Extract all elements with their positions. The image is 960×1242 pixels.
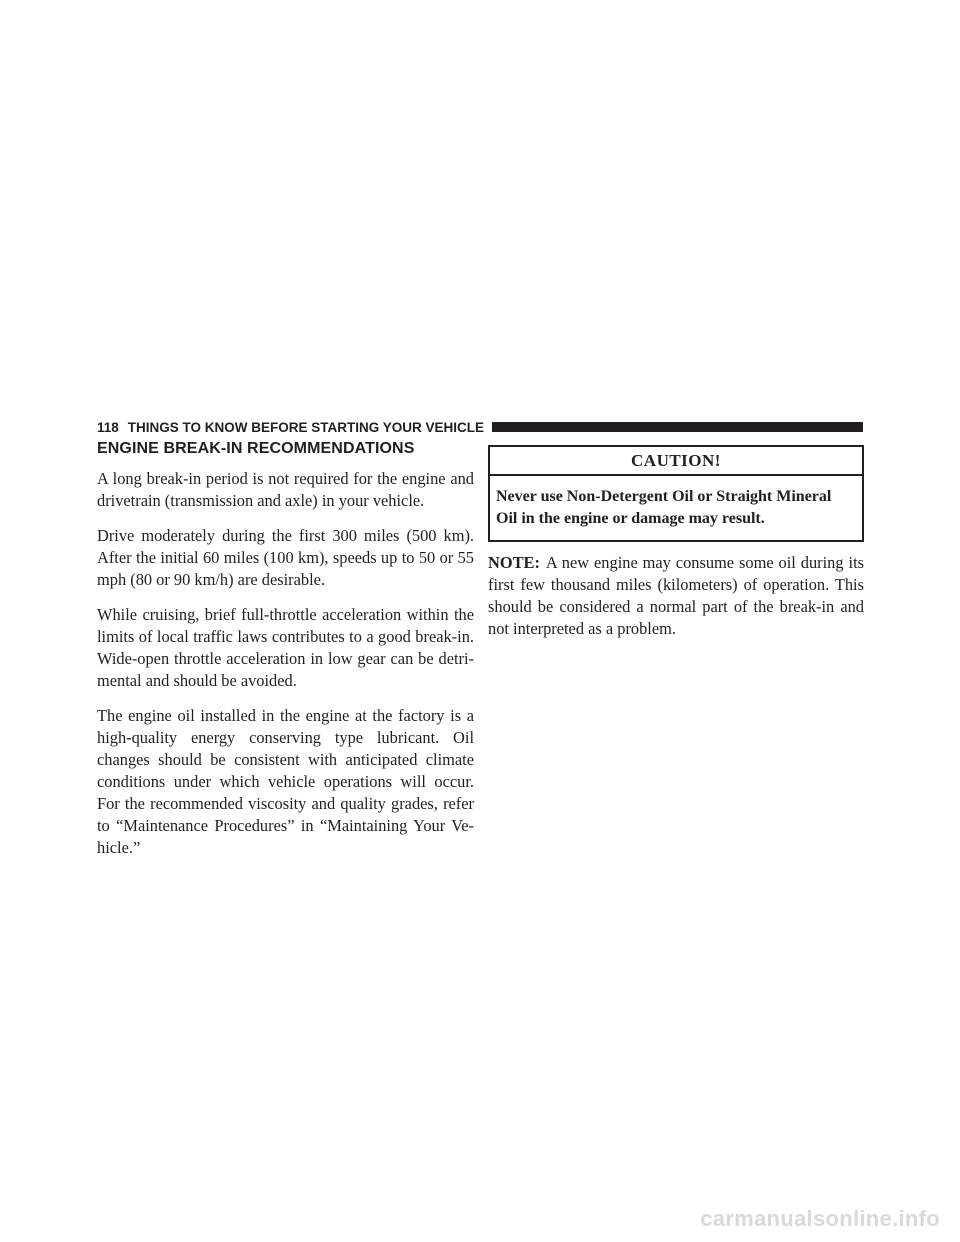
page-number: 118 [97, 419, 119, 435]
caution-text: Never use Non-Detergent Oil or Straight Mineral Oil in the engine or damage may result. [496, 488, 832, 527]
caution-title: CAUTION! [490, 447, 862, 476]
paragraph: While cruising, brief full-throttle acceleration within the limits of local traffic laws contributes to a good break-in. Wide-open throttle acceleration in low gear can be detri-mental and should be avoided. [97, 605, 474, 690]
header-rule [492, 422, 863, 432]
note-label: NOTE: [488, 553, 540, 572]
section-title: THINGS TO KNOW BEFORE STARTING YOUR VEHICLE [127, 419, 485, 435]
caution-box [488, 445, 864, 542]
watermark: carmanualsonline.info [700, 1206, 940, 1231]
page-header [97, 418, 863, 436]
section-heading: ENGINE BREAK-IN RECOMMENDATIONS [97, 440, 415, 457]
note-text: A new engine may consume some oil during its first few thousand miles (kilometers) of operation. This should be considered a normal part of the break-in and not interpreted as a problem. [488, 553, 864, 638]
right-column [488, 445, 864, 653]
paragraph: A long break-in period is not required for the engine and drivetrain (transmission and axle) in your vehicle. [97, 469, 474, 510]
paragraph: Drive moderately during the first 300 miles (500 km). After the initial 60 miles (100 km), speeds up to 50 or 55 mph (80 or 90 km/h) are desirable. [97, 526, 474, 589]
paragraph: The engine oil installed in the engine at the factory is a high-quality energy conserving type lubricant. Oil changes should be consistent with anticipated climate conditions under which vehicle operations will occur. For the recommended viscosity and quality grades, refer to “Maintenance Procedures” in “Maintaining Your Ve-hicle.” [97, 706, 474, 857]
note-paragraph [488, 552, 864, 640]
left-column [97, 440, 474, 872]
